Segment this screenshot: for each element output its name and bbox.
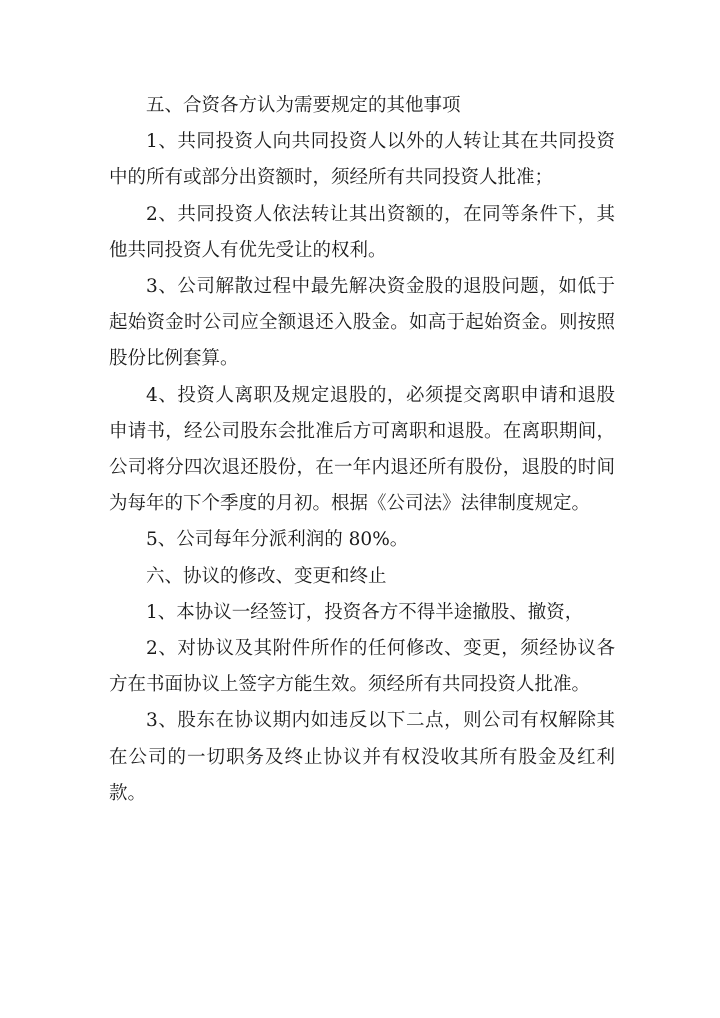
paragraph-6-3: 3、股东在协议期内如违反以下二点，则公司有权解除其在公司的一切职务及终止协议并有权没收其所有股金及红利款。	[109, 710, 615, 804]
paragraph-5-2: 2、共同投资人依法转让其出资额的，在同等条件下，其他共同投资人有优先受让的权利。	[109, 203, 615, 261]
paragraph-6-1: 1、本协议一经签订，投资各方不得半途撤股、撤资，	[146, 601, 584, 623]
paragraph-5-1: 1、共同投资人向共同投资人以外的人转让其在共同投资中的所有或部分出资额时，须经所有共同投资人批准；	[109, 131, 615, 189]
heading-section-6: 六、协议的修改、变更和终止	[146, 565, 387, 587]
paragraph-6-2: 2、对协议及其附件所作的任何修改、变更，须经协议各方在书面协议上签字方能生效。须经所有共同投资人批准。	[109, 638, 615, 696]
paragraph-5-5: 5、公司每年分派利润的 80%。	[146, 529, 409, 551]
heading-section-5: 五、合资各方认为需要规定的其他事项	[146, 95, 461, 116]
document-body	[109, 88, 615, 812]
paragraph-5-3: 3、公司解散过程中最先解决资金股的退股问题，如低于起始资金时公司应全额退还入股金。如高于起始资金。则按照股份比例套算。	[109, 276, 615, 370]
paragraph-5-4: 4、投资人离职及规定退股的，必须提交离职申请和退股申请书，经公司股东会批准后方可离职和退股。在离职期间，公司将分四次退还股份，在一年内退还所有股份，退股的时间为每年的下个季度的月初。根据《公司法》法律制度规定。	[109, 384, 615, 515]
